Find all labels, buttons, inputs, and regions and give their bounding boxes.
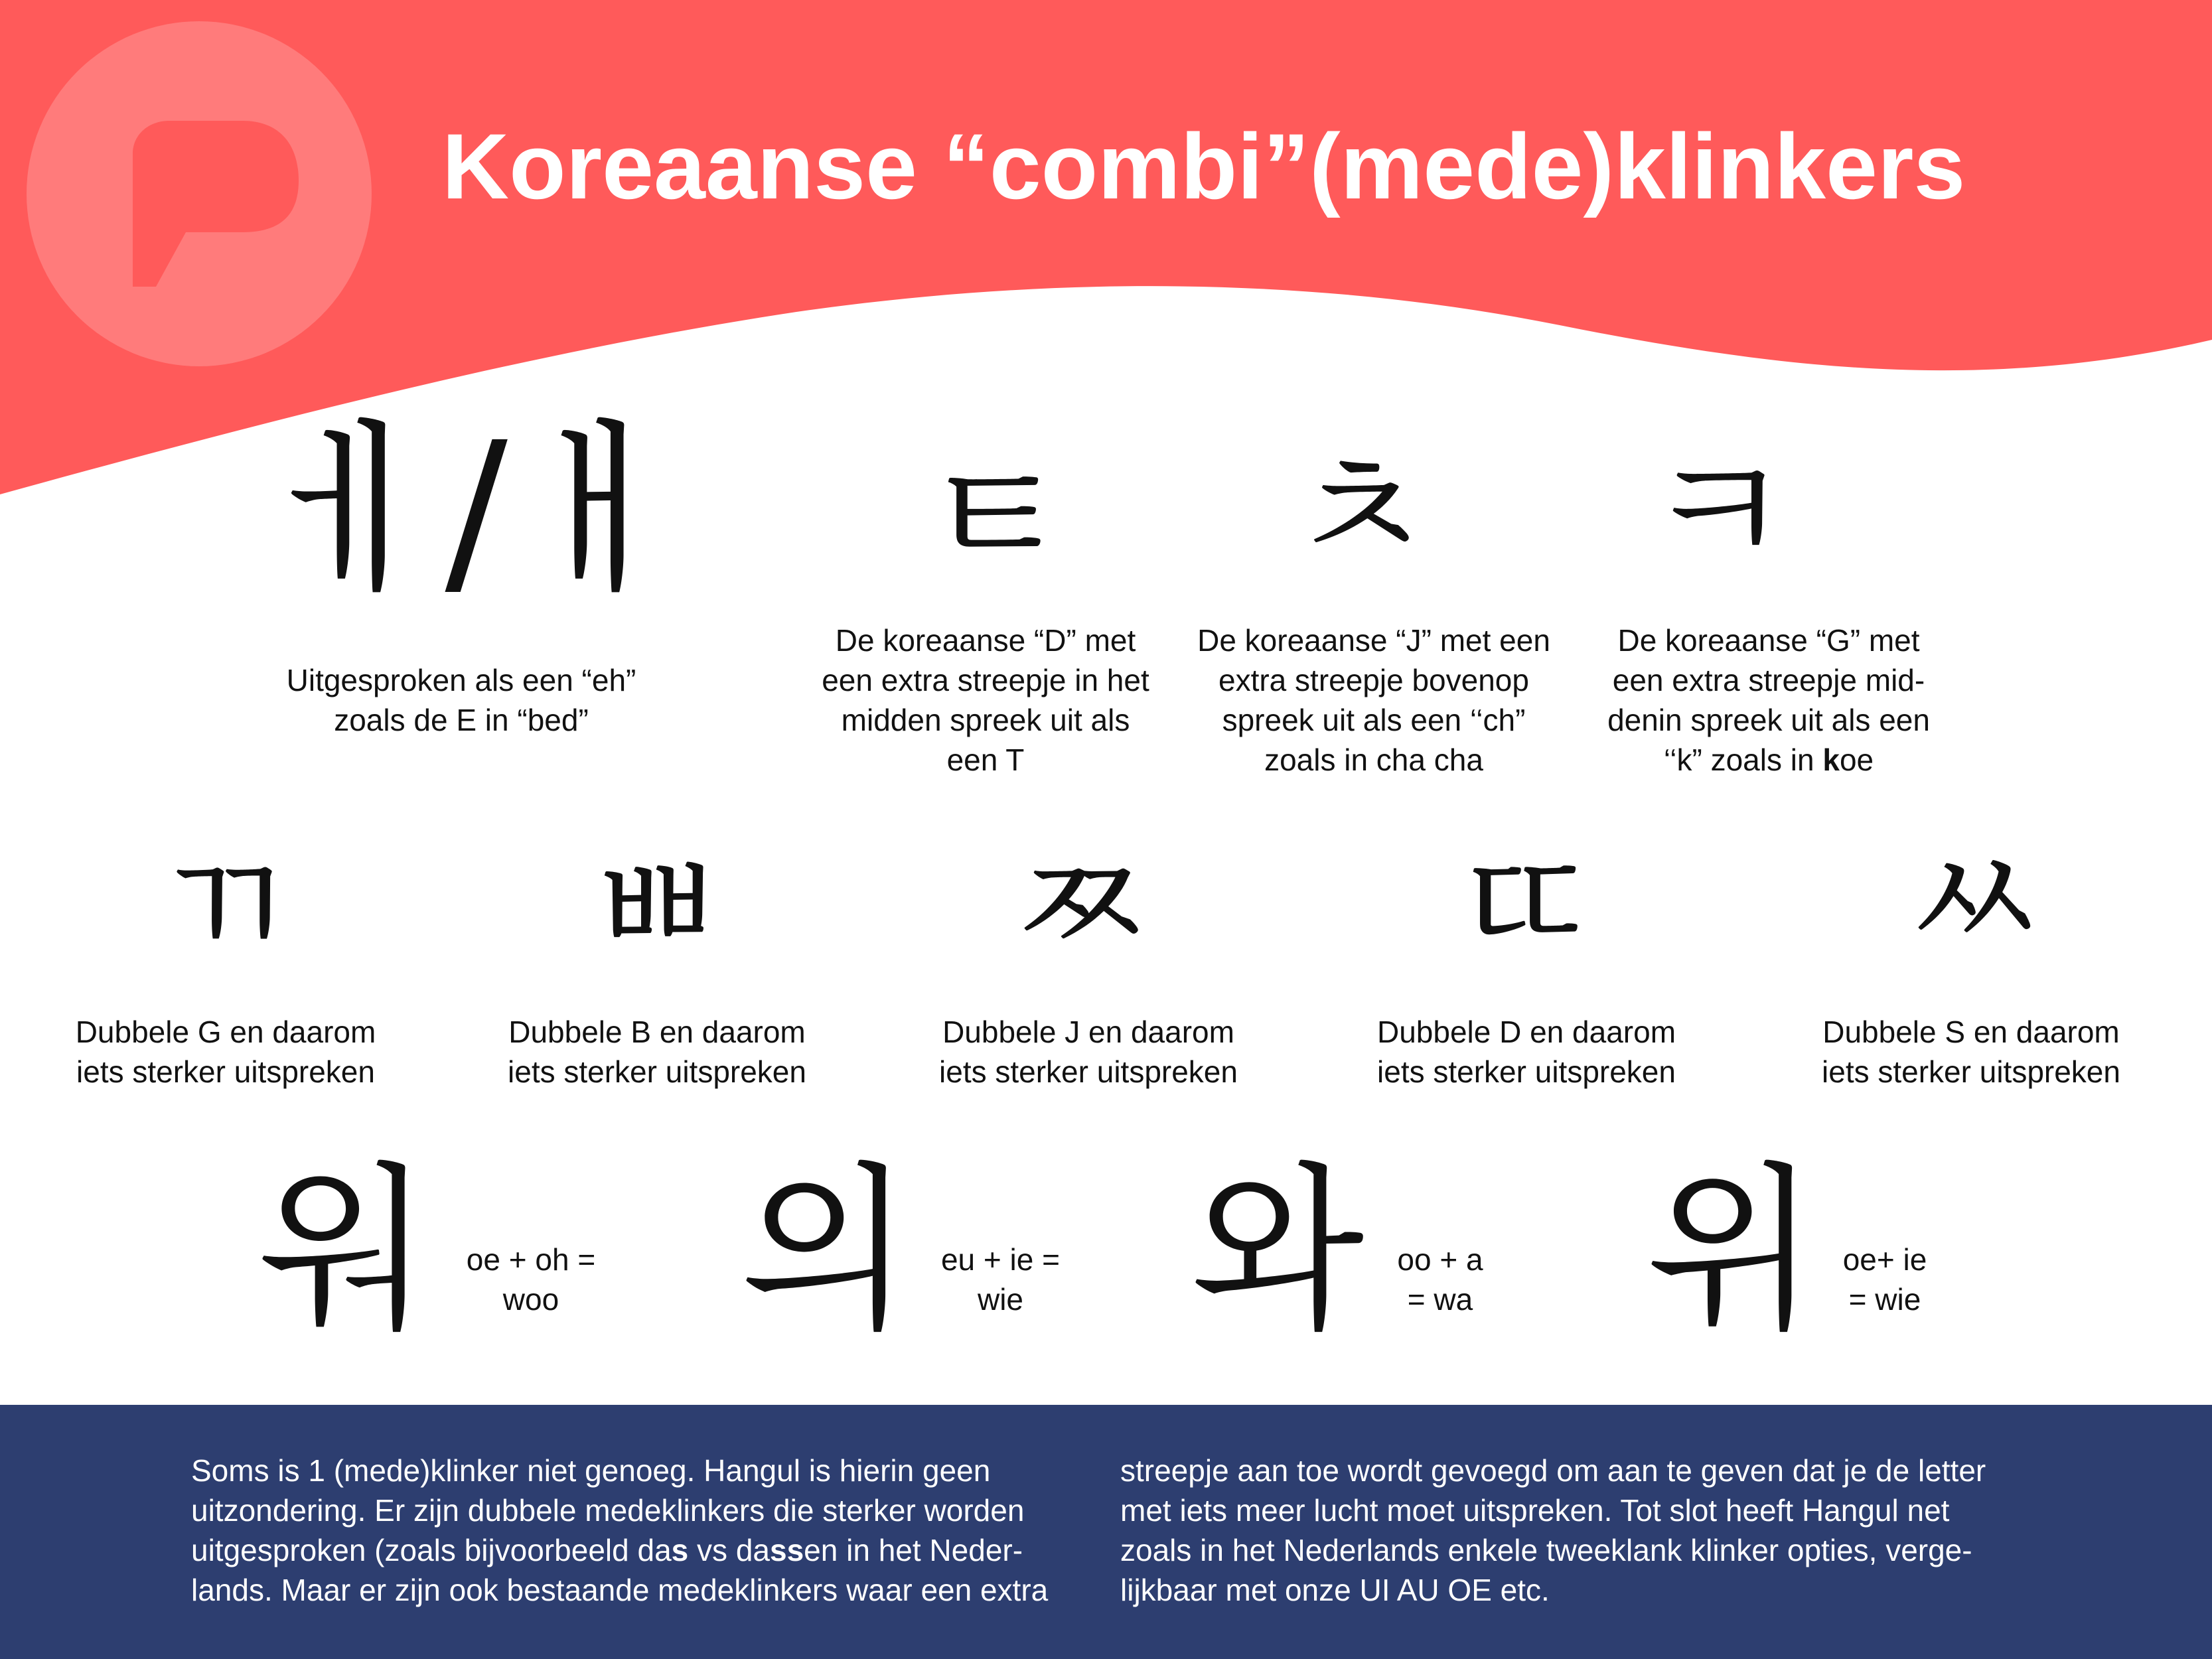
desc-k: De koreaanse “G” met een extra streepje mid- denin spreek uit als een ‘‘k” zoals in koe [1607,623,1930,777]
hangul-syllable-wo: 워 [258,1146,432,1355]
hangul-glyph-k: ㅋ [1645,422,1793,599]
hangul-glyph-tt: ㄸ [1455,821,1597,991]
hangul-glyph-jj: ㅉ [1011,821,1153,991]
footer-text-left: Soms is 1 (mede)klinker niet genoeg. Hangul is hierin geen uitzondering. Er zijn dubbele medeklinkers die sterker worden uitgesproken (zoals bijvoorbeeld das vs dassen in het Neder- lands. Maar er zijn ook bestaande medeklinkers waar een extra [191,1453,1049,1607]
hangul-glyph-kk: ㄲ [155,821,297,991]
footer-panel [0,1405,2212,1659]
footer-text-right: streepje aan toe wordt gevoegd om aan te geven dat je de letter met iets meer lucht moet uitspreken. Tot slot heeft Hangul net zoals in het Nederlands enkele tweeklank klinker opties, verge- lijkbaar met onze UI AU OE etc. [1120,1453,1986,1607]
note-wi: oe+ ie = wie [1842,1242,1927,1317]
page-title: Koreaanse “combi”(mede)klinkers [442,114,1966,218]
note-wa: oo + a = wa [1397,1242,1483,1317]
desc-jj: Dubbele J en daarom iets sterker uitspreken [939,1015,1238,1089]
desc-e-ae: Uitgesproken als een “eh” zoals de E in “bed” [286,663,636,737]
hangul-syllable-ui: 의 [739,1146,913,1355]
hangul-glyph-pp: ㅃ [586,821,728,991]
desc-ch: De koreaanse “J” met een extra streepje bovenop spreek uit als een ‘‘ch” zoals in cha cha [1197,623,1550,777]
note-wo: oe + oh = woo [466,1242,596,1317]
hangul-glyph-ch: ㅊ [1286,422,1435,599]
hangul-syllable-wi: 위 [1645,1146,1819,1355]
hangul-glyph-ss: ㅆ [1903,814,2045,984]
desc-t: De koreaanse “D” met een extra streepje in het midden spreek uit als een T [822,623,1149,777]
hangul-glyph-t: ㅌ [921,429,1070,606]
hangul-syllable-wa: 와 [1191,1146,1364,1355]
desc-pp: Dubbele B en daarom iets sterker uitspreken [508,1015,806,1089]
hangul-glyph-e-ae: ㅔ/ㅐ [265,403,688,619]
note-ui: eu + ie = wie [940,1242,1061,1317]
desc-tt: Dubbele D en daarom iets sterker uitspreken [1376,1015,1676,1089]
desc-ss: Dubbele S en daarom iets sterker uitspreken [1822,1015,2120,1089]
brand-logo-icon [27,21,372,366]
desc-kk: Dubbele G en daarom iets sterker uitspreken [75,1015,376,1089]
